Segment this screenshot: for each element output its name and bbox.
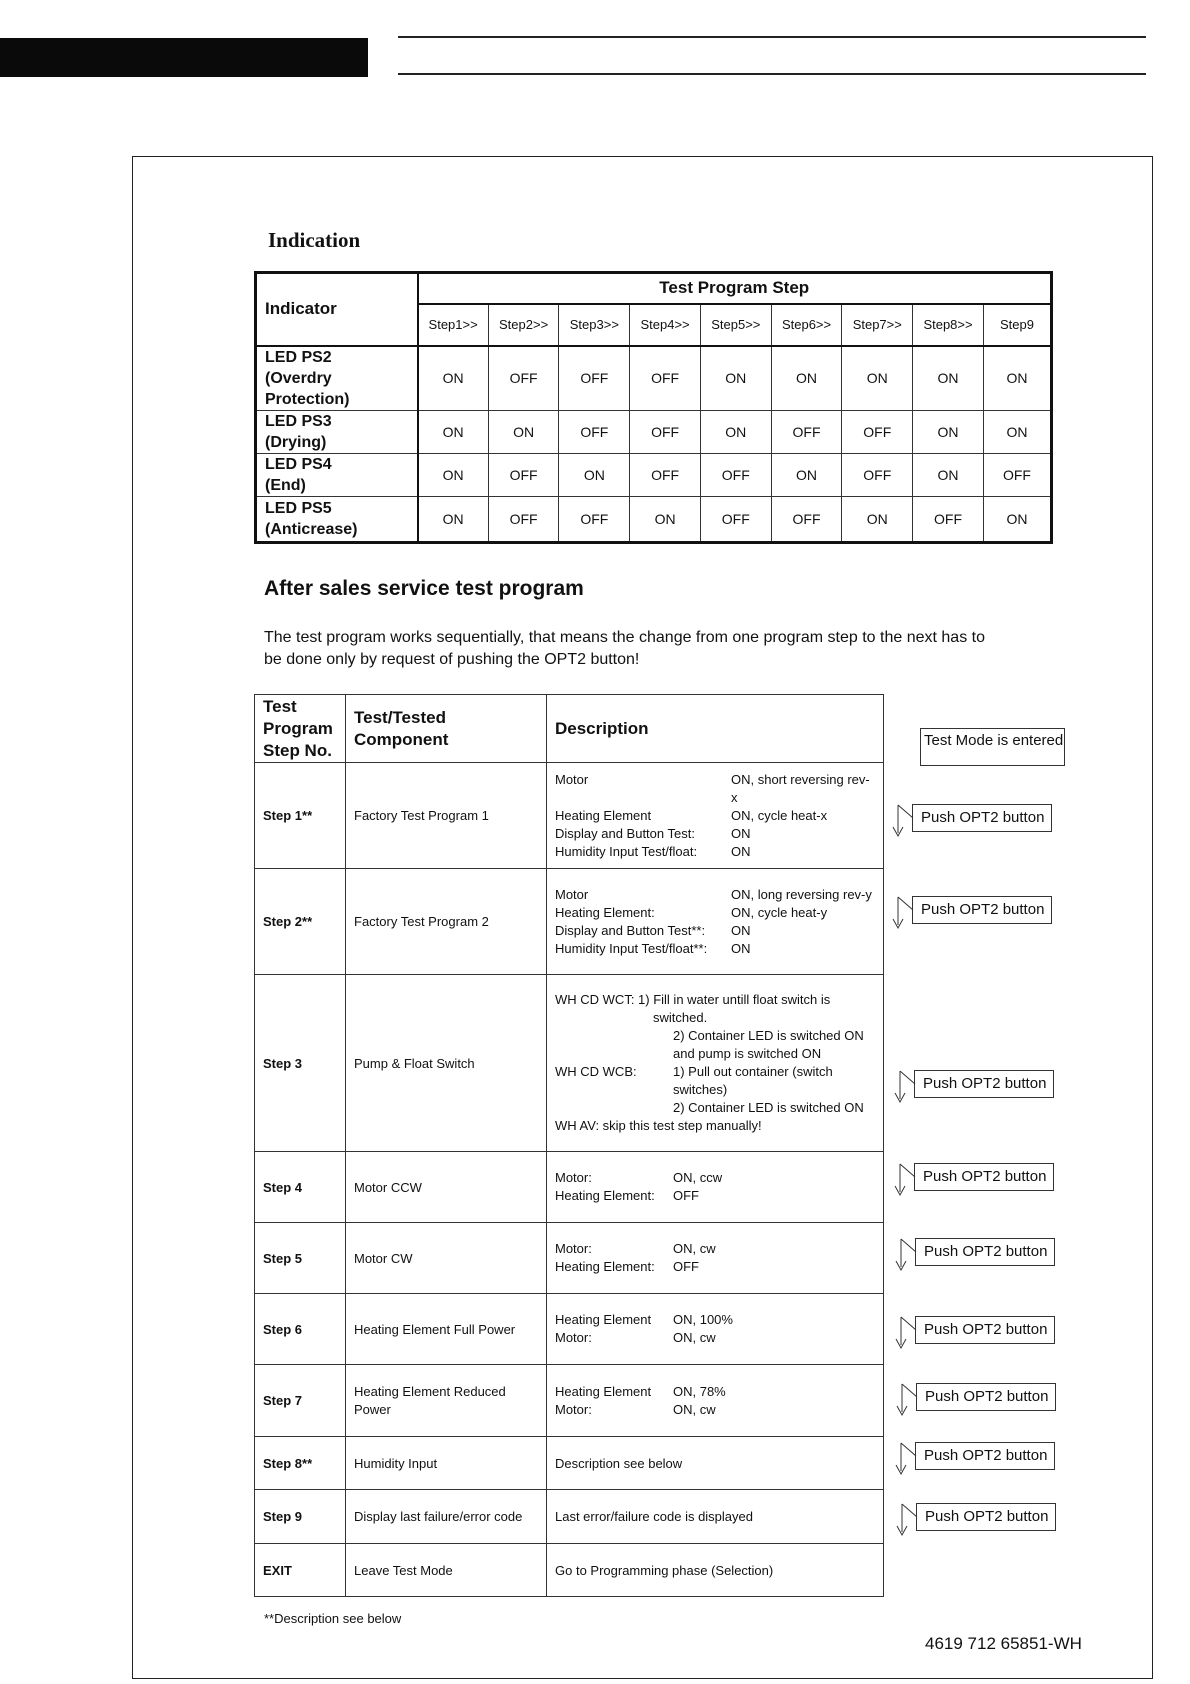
indication-table (254, 271, 1053, 544)
step-no: EXIT (255, 1544, 346, 1597)
indicator-label: LED PS4 (End) (256, 453, 418, 496)
step-component: Pump & Float Switch (346, 975, 547, 1152)
indicator-cell: ON (771, 346, 842, 411)
test-steps-table (254, 694, 884, 1597)
table-row (255, 975, 884, 1152)
indicator-row (256, 496, 1052, 542)
indicator-cell: ON (983, 496, 1051, 542)
step-component: Heating Element Full Power (346, 1294, 547, 1365)
indicator-cell: ON (488, 410, 559, 453)
indicator-cell: ON (418, 410, 489, 453)
push-opt2-callout: Push OPT2 button (916, 1383, 1056, 1411)
intro-line: be done only by request of pushing the OPT2 button! (264, 651, 640, 668)
step-no: Step 9 (255, 1490, 346, 1544)
push-opt2-callout: Push OPT2 button (914, 1163, 1054, 1191)
table-row (255, 1223, 884, 1294)
indicator-cell: OFF (771, 410, 842, 453)
step-component: Display last failure/error code (346, 1490, 547, 1544)
step-header: Step7>> (842, 304, 913, 346)
step-component: Factory Test Program 2 (346, 869, 547, 975)
indicator-cell: ON (700, 410, 771, 453)
intro-line: The test program works sequentially, that means the change from one program step to the next has to (264, 629, 985, 646)
down-arrow-icon (884, 895, 914, 931)
step-no: Step 7 (255, 1365, 346, 1437)
indicator-cell: ON (559, 453, 630, 496)
step-component: Motor CW (346, 1223, 547, 1294)
push-opt2-callout: Push OPT2 button (912, 896, 1052, 924)
indicator-row (256, 453, 1052, 496)
step-header: Step3>> (559, 304, 630, 346)
push-opt2-callout: Push OPT2 button (915, 1238, 1055, 1266)
step-description: Motor: ON, ccw Heating Element: OFF (547, 1152, 884, 1223)
step-description: Heating Element ON, 100% Motor: ON, cw (547, 1294, 884, 1365)
intro-text (264, 627, 1044, 671)
push-opt2-callout: Push OPT2 button (916, 1503, 1056, 1531)
step-no: Step 4 (255, 1152, 346, 1223)
down-arrow-icon (886, 1162, 916, 1198)
footnote: **Description see below (264, 1611, 402, 1626)
push-opt2-callout: Push OPT2 button (915, 1316, 1055, 1344)
test-mode-entered-box: Test Mode is entered (920, 728, 1065, 766)
step-no: Step 2** (255, 869, 346, 975)
indicator-cell: ON (842, 496, 913, 542)
step-description: WH CD WCT: 1) Fill in water untill float switch is switched. 2) Container LED is switched ON and pump is switched ON WH CD WCB: 1) Pull out container (switch switches) 2) Container LED is switched ON WH AV: skip this test step manually! (547, 975, 884, 1152)
step-description: Motor: ON, cw Heating Element: OFF (547, 1223, 884, 1294)
indicator-cell: ON (913, 346, 984, 411)
step-header: Step1>> (418, 304, 489, 346)
indicator-header: Indicator (256, 273, 418, 346)
step-description: Motor ON, long reversing rev-y Heating Element: ON, cycle heat-y Display and Button Test**: ON Humidity Input Test/float**: ON (547, 869, 884, 975)
step-no: Step 8** (255, 1437, 346, 1490)
step-component: Heating Element Reduced Power (346, 1365, 547, 1437)
header-top-rule (398, 36, 1146, 38)
indicator-label: LED PS3 (Drying) (256, 410, 418, 453)
step-description: Description see below (547, 1437, 884, 1490)
table-row (255, 1294, 884, 1365)
indication-title: Indication (268, 228, 361, 252)
indicator-cell: ON (418, 453, 489, 496)
indicator-cell: ON (700, 346, 771, 411)
table-row (255, 1365, 884, 1437)
step-description: Go to Programming phase (Selection) (547, 1544, 884, 1597)
table-row (255, 763, 884, 869)
header-black-bar (0, 38, 368, 77)
indicator-cell: OFF (559, 496, 630, 542)
table-row (255, 1490, 884, 1544)
down-arrow-icon (888, 1502, 918, 1538)
step-header: Step5>> (700, 304, 771, 346)
step-no: Step 1** (255, 763, 346, 869)
indicator-cell: OFF (488, 346, 559, 411)
table-row (255, 1152, 884, 1223)
indicator-cell: OFF (842, 453, 913, 496)
step-header: Step2>> (488, 304, 559, 346)
down-arrow-icon (888, 1382, 918, 1418)
table-row (255, 1437, 884, 1490)
down-arrow-icon (887, 1315, 917, 1351)
step-description: Heating Element ON, 78% Motor: ON, cw (547, 1365, 884, 1437)
step-description: Motor ON, short reversing rev-x Heating Element ON, cycle heat-x Display and Button Test: ON Humidity Input Test/float: ON (547, 763, 884, 869)
document-number: 4619 712 65851-WH (925, 1634, 1082, 1653)
indicator-cell: ON (771, 453, 842, 496)
step-header: Step4>> (630, 304, 701, 346)
component-header: Test/Tested Component (346, 695, 547, 763)
down-arrow-icon (887, 1237, 917, 1273)
indicator-cell: OFF (771, 496, 842, 542)
step-no-header: Test Program Step No. (255, 695, 346, 763)
indicator-cell: ON (913, 453, 984, 496)
test-program-step-header: Test Program Step (418, 273, 1052, 304)
indicator-cell: OFF (488, 496, 559, 542)
indicator-row (256, 410, 1052, 453)
indicator-row (256, 346, 1052, 411)
table-row (255, 1544, 884, 1597)
step-header: Step6>> (771, 304, 842, 346)
indicator-cell: OFF (559, 346, 630, 411)
step-component: Motor CCW (346, 1152, 547, 1223)
indicator-cell: OFF (983, 453, 1051, 496)
down-arrow-icon (886, 1069, 916, 1105)
indicator-cell: ON (983, 410, 1051, 453)
indicator-cell: OFF (488, 453, 559, 496)
step-header: Step8>> (913, 304, 984, 346)
indicator-cell: OFF (913, 496, 984, 542)
header-bottom-rule (398, 73, 1146, 75)
indicator-cell: ON (418, 496, 489, 542)
indicator-label: LED PS2 (Overdry Protection) (256, 346, 418, 411)
indicator-cell: ON (983, 346, 1051, 411)
indicator-cell: ON (842, 346, 913, 411)
step-no: Step 3 (255, 975, 346, 1152)
down-arrow-icon (884, 803, 914, 839)
indicator-cell: ON (630, 496, 701, 542)
table-header-row (255, 695, 884, 763)
push-opt2-callout: Push OPT2 button (915, 1442, 1055, 1470)
indicator-cell: OFF (842, 410, 913, 453)
step-component: Humidity Input (346, 1437, 547, 1490)
step-no: Step 6 (255, 1294, 346, 1365)
indicator-cell: OFF (630, 410, 701, 453)
indicator-cell: OFF (700, 496, 771, 542)
indicator-cell: ON (913, 410, 984, 453)
step-description: Last error/failure code is displayed (547, 1490, 884, 1544)
table-row (255, 869, 884, 975)
step-component: Factory Test Program 1 (346, 763, 547, 869)
indicator-cell: ON (418, 346, 489, 411)
after-sales-title: After sales service test program (264, 577, 584, 600)
indicator-cell: OFF (559, 410, 630, 453)
step-header: Step9 (983, 304, 1051, 346)
push-opt2-callout: Push OPT2 button (912, 804, 1052, 832)
indicator-cell: OFF (630, 453, 701, 496)
step-no: Step 5 (255, 1223, 346, 1294)
indicator-label: LED PS5 (Anticrease) (256, 496, 418, 542)
push-opt2-callout: Push OPT2 button (914, 1070, 1054, 1098)
indicator-cell: OFF (630, 346, 701, 411)
step-component: Leave Test Mode (346, 1544, 547, 1597)
indicator-cell: OFF (700, 453, 771, 496)
down-arrow-icon (887, 1441, 917, 1477)
description-header: Description (547, 695, 884, 763)
